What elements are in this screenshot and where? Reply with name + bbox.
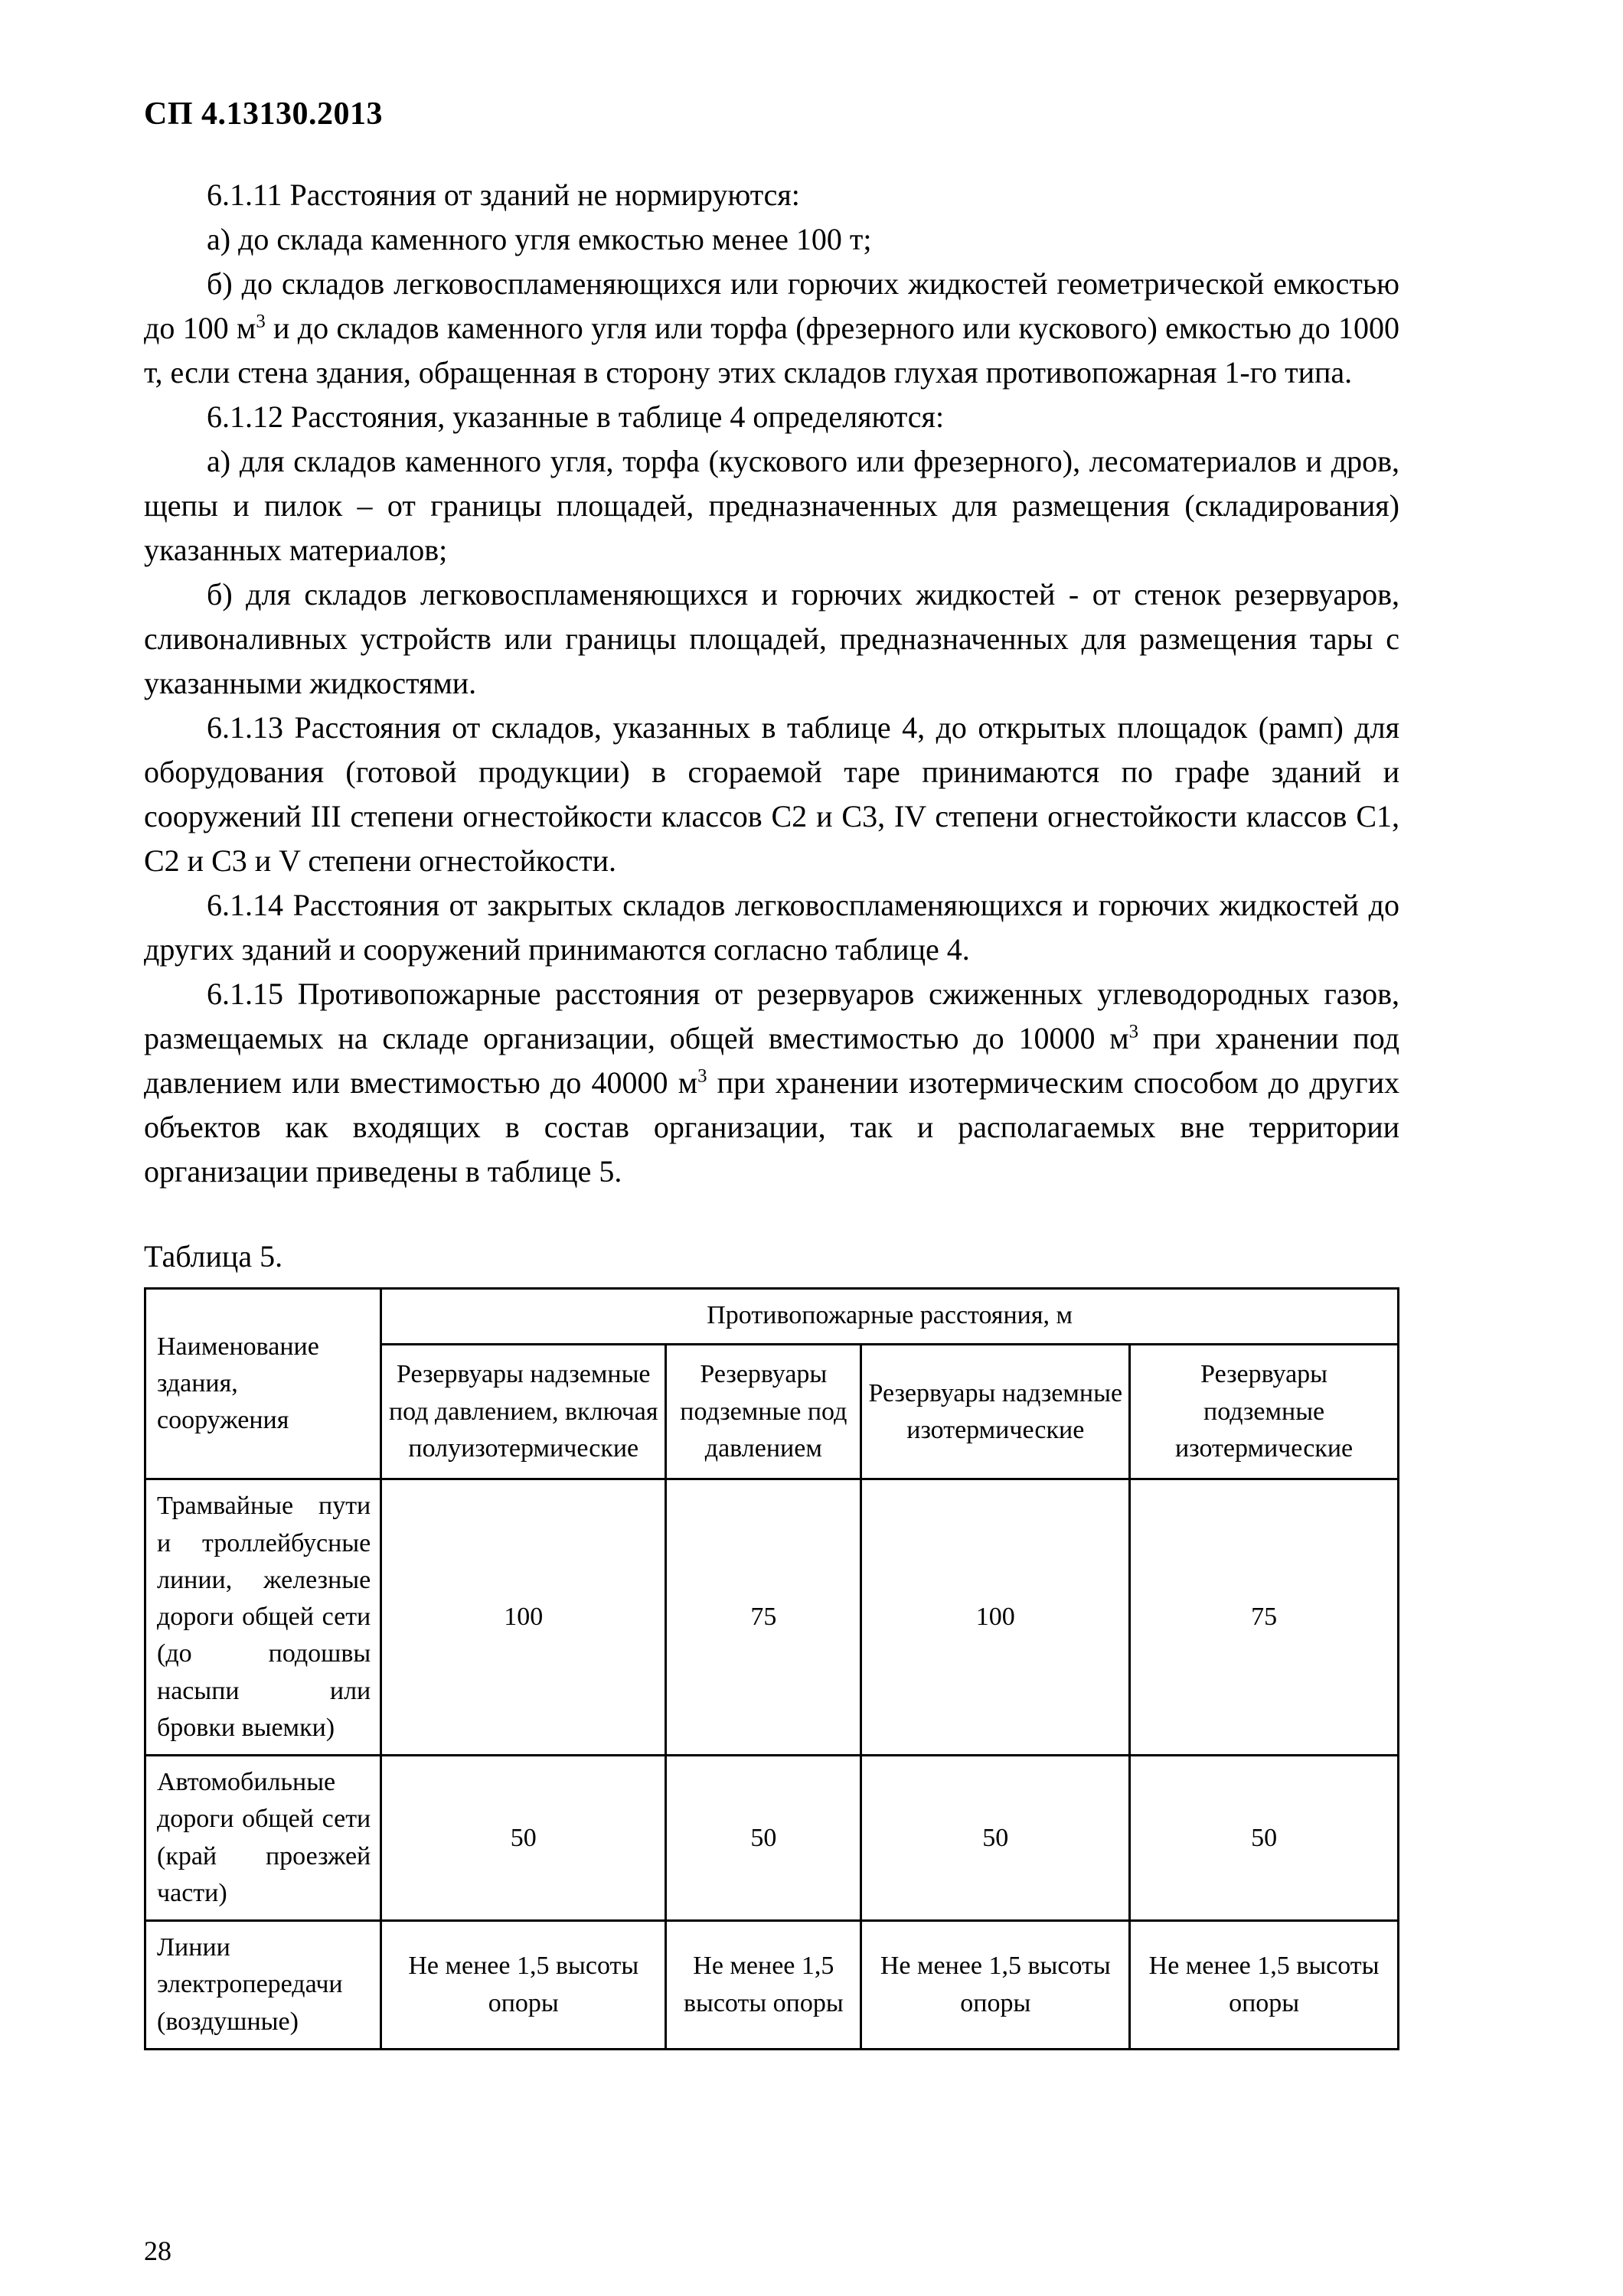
table-header-row-label-line1: Наименование здания, (157, 1332, 319, 1398)
page-content (144, 0, 1399, 2050)
paragraph-6-1-15-part3: при хранении изотермическим способом до других объектов как входящих в состав организации, так и располагаемых вне территории организации приведены в таблице 5. (144, 1065, 1399, 1189)
superscript-cubic-3: 3 (697, 1065, 707, 1087)
table-cell-value: 50 (1130, 1756, 1399, 1921)
body-text-block (144, 173, 1399, 1194)
table-cell-value: 50 (381, 1756, 666, 1921)
paragraph-6-1-15 (144, 972, 1399, 1194)
superscript-cubic-1: 3 (256, 311, 266, 332)
table-row-label: Трамвайные пути и троллейбусные линии, железные дороги общей сети (до подошвы насыпи или бровки выемки) (145, 1479, 381, 1756)
table-header-col-1: Резервуары надземные под давлением, включая полуизотермические (381, 1345, 666, 1479)
paragraph-6-1-12: 6.1.12 Расстояния, указанные в таблице 4 определяются: (207, 400, 945, 435)
paragraph-6-1-11: 6.1.11 Расстояния от зданий не нормируются: (207, 178, 800, 213)
table-caption: Таблица 5. (144, 1239, 283, 1274)
paragraph-6-1-12-a: а) для складов каменного угля, торфа (кускового или фрезерного), лесоматериалов и дров, щепы и пилок – от границы площадей, предназначенных для размещения (складирования) указанных материалов; (144, 444, 1399, 568)
table-cell-value: Не менее 1,5 высоты опоры (1130, 1921, 1399, 2050)
paragraph-6-1-11-b-part1: б) до складов легковоспламеняющихся или горючих жидкостей геометрической емкостью до 100 м (144, 266, 1399, 346)
table-header-row-span (145, 1289, 1399, 1345)
table-5 (144, 1287, 1399, 2050)
table-row-label: Автомобильные дороги общей сети (край проезжей части) (145, 1756, 381, 1921)
paragraph-6-1-11-a: а) до склада каменного угля емкостью менее 100 т; (207, 222, 872, 257)
paragraph-6-1-12-b: б) для складов легковоспламеняющихся и горючих жидкостей - от стенок резервуаров, сливоналивных устройств или границы площадей, предназначенных для размещения тары с указанными жидкостями. (144, 577, 1399, 701)
table-cell-value: 75 (1130, 1479, 1399, 1756)
paragraph-6-1-15-part2: при хранении под давлением или вместимостью до 40000 м (144, 1021, 1399, 1101)
document-code-header: СП 4.13130.2013 (144, 96, 383, 132)
table-cell-value: 50 (666, 1756, 861, 1921)
paragraph-6-1-14: 6.1.14 Расстояния от закрытых складов легковоспламеняющихся и горючих жидкостей до других зданий и сооружений принимаются согласно таблице 4. (144, 888, 1399, 967)
table-header-span-title: Противопожарные расстояния, м (381, 1289, 1399, 1345)
table-header-row-label (145, 1289, 381, 1479)
table-row-label: Линии электропередачи (воздушные) (145, 1921, 381, 2050)
table-row (145, 1921, 1399, 2050)
paragraph-6-1-13: 6.1.13 Расстояния от складов, указанных в таблице 4, до открытых площадок (рамп) для оборудования (готовой продукции) в сгораемой таре принимаются по графе зданий и сооружений III степени огнестойкости классов С2 и С3, IV степени огнестойкости классов С1, С2 и С3 и V степени огнестойкости. (144, 710, 1399, 879)
paragraph-6-1-15-part1: 6.1.15 Противопожарные расстояния от резервуаров сжиженных углеводородных газов, размещаемых на складе организации, общей вместимостью до 10000 м (144, 977, 1399, 1056)
page-number: 28 (144, 2236, 171, 2266)
table-header-col-4: Резервуары подземные изотермические (1130, 1345, 1399, 1479)
table-cell-value: Не менее 1,5 высоты опоры (861, 1921, 1130, 2050)
table-cell-value: 100 (861, 1479, 1130, 1756)
table-cell-value: 75 (666, 1479, 861, 1756)
table-cell-value: 50 (861, 1756, 1130, 1921)
table-header-col-2: Резервуары подземные под давлением (666, 1345, 861, 1479)
table-row (145, 1756, 1399, 1921)
paragraph-6-1-11-b-part2: и до складов каменного угля или торфа (фрезерного или кускового) емкостью до 1000 т, если стена здания, обращенная в сторону этих складов глухая противопожарная 1-го типа. (144, 311, 1399, 390)
table-header-col-3: Резервуары надземные изотермические (861, 1345, 1130, 1479)
table-cell-value: Не менее 1,5 высоты опоры (381, 1921, 666, 2050)
table-cell-value: Не менее 1,5 высоты опоры (666, 1921, 861, 2050)
paragraph-6-1-11-b (144, 262, 1399, 395)
table-row (145, 1479, 1399, 1756)
superscript-cubic-2: 3 (1128, 1021, 1138, 1042)
table-cell-value: 100 (381, 1479, 666, 1756)
table-header-row-label-line2: сооружения (157, 1406, 289, 1435)
